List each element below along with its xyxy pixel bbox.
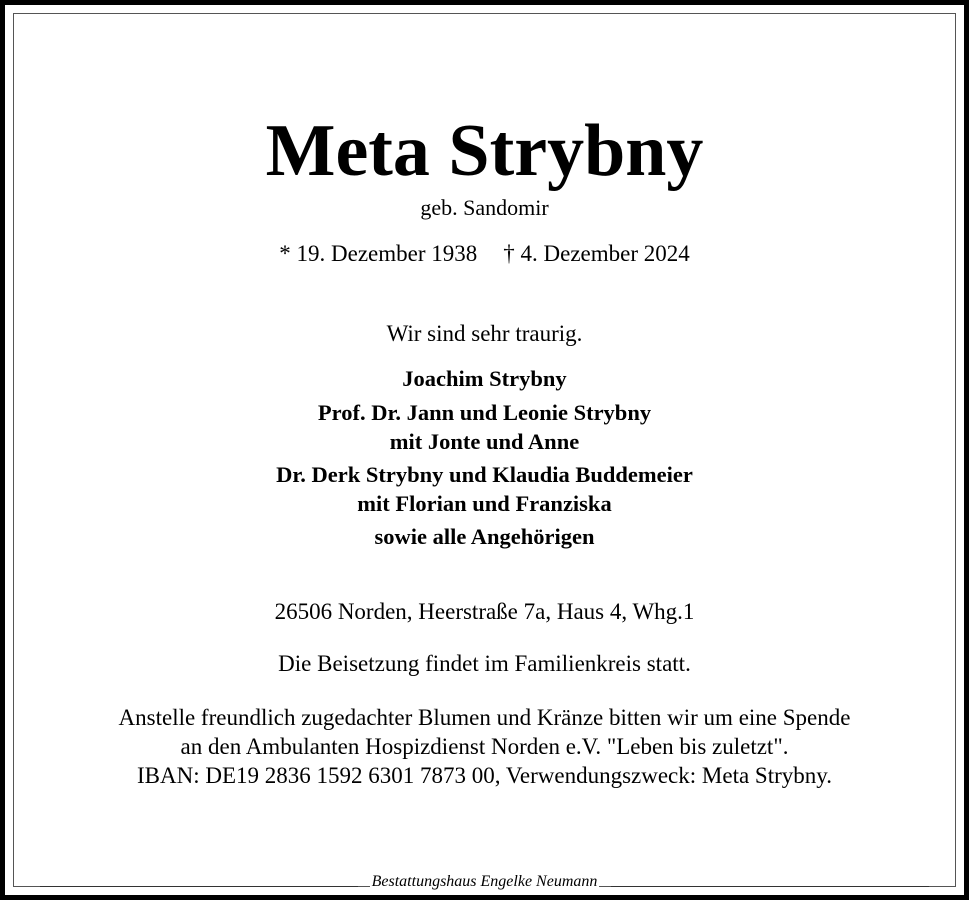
mourner-line: mit Florian und Franziska [357,491,612,516]
mourner-line: Prof. Dr. Jann und Leonie Strybny [317,400,652,425]
donation-line: an den Ambulanten Hospizdienst Norden e.V. "Leben bis zuletzt". [180,734,789,759]
birth-date: * 19. Dezember 1938 [279,241,478,266]
footer [13,872,956,892]
mourner-entry [0,398,969,456]
burial-note: Die Beisetzung findet im Familienkreis statt. [278,651,691,676]
donation-line: IBAN: DE19 2836 1592 6301 7873 00, Verwendungszweck: Meta Strybny. [136,763,833,788]
life-dates [0,240,969,268]
deceased-name: Meta Strybny [265,110,704,192]
grief-statement: Wir sind sehr traurig. [386,321,583,346]
mourners-list [0,364,969,556]
mourner-entry [0,364,969,394]
mourner-line: Joachim Strybny [402,366,567,391]
funeral-home-name: Bestattungshaus Engelke Neumann [371,873,598,890]
death-date: † 4. Dezember 2024 [503,241,690,266]
address: 26506 Norden, Heerstraße 7a, Haus 4, Whg.1 [274,599,695,624]
mourner-line: mit Jonte und Anne [389,429,580,454]
mourner-line: Dr. Derk Strybny und Klaudia Buddemeier [276,462,693,487]
donation-line: Anstelle freundlich zugedachter Blumen und Kränze bitten wir um eine Spende [118,705,851,730]
mourner-entry [0,460,969,518]
donation-request [0,703,969,790]
maiden-name: geb. Sandomir [420,195,549,220]
mourner-line: sowie alle Angehörigen [374,524,595,549]
footer-rule-right [611,886,929,887]
footer-rule-left [40,886,358,887]
mourner-entry [0,522,969,552]
